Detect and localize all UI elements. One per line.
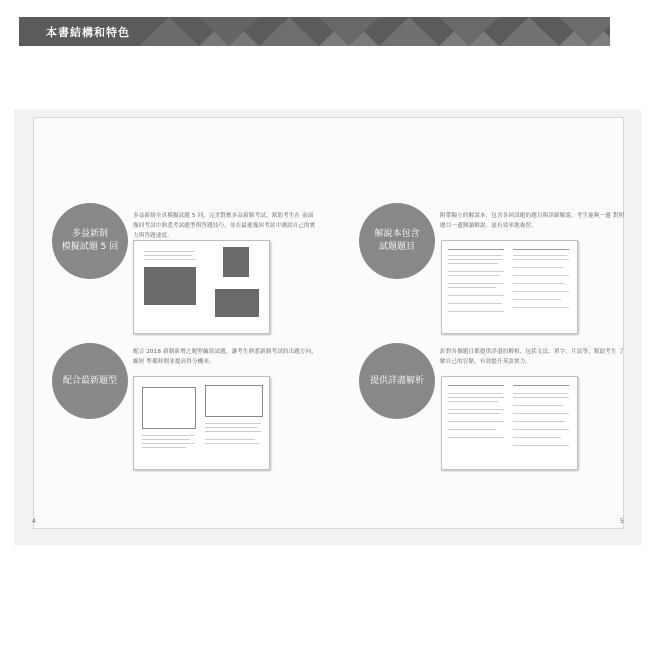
feature-circle-mock-tests	[52, 203, 128, 279]
sample-photo	[215, 289, 259, 317]
feature-circle-line: 提供詳盡解析	[369, 375, 424, 386]
page-number-right: 5	[620, 518, 624, 525]
feature-circle-explanation-book	[359, 203, 435, 279]
sample-page-thumbnail	[133, 240, 270, 334]
feature-description: 配合 2018 新制新增之題型編寫試題，讓考生熟悉新制考試的出題方向，縮短 準備時間並提高得分機率。	[133, 349, 317, 365]
feature-circle-line: 模擬試題 5 回	[61, 242, 119, 252]
sample-page-thumbnail	[441, 376, 578, 470]
sample-photo	[223, 247, 249, 277]
feature-circle-detailed-analysis	[359, 343, 435, 419]
sample-photo	[144, 267, 196, 305]
feature-description: 針對各個題目都提供詳盡的解析，包括文法、單字、片語等，幫助考生 了解自己的盲點，有效提升英語實力。	[440, 349, 625, 365]
feature-circle-new-question-types	[52, 343, 128, 419]
feature-circle-line: 解說本包含	[374, 229, 420, 239]
section-banner	[19, 17, 610, 46]
sample-page-thumbnail	[441, 240, 578, 334]
feature-description: 多益新制全真模擬試題 5 回，完美對應多益新制考試，幫助考生在 前面幾回考試中熟悉考試題型與答題技巧，並在最後幾回考試中測試自己的實力與答題速度。	[133, 213, 316, 239]
sample-form-box	[205, 385, 263, 417]
feature-circle-line: 多益新制	[71, 229, 108, 239]
banner-title: 本書結構和特色	[46, 26, 130, 39]
feature-circle-line: 試題題目	[378, 242, 415, 252]
page-number-left: 4	[32, 518, 36, 525]
sample-page-thumbnail	[133, 376, 270, 470]
feature-circle-line: 配合最新題型	[62, 375, 117, 386]
sample-form-box	[142, 387, 196, 429]
feature-description: 附帶獨立的解說本，包含各回試題的題目與詳細解說，考生能夠一邊 對照題目一邊閱讀解說，更有效率地複習。	[440, 213, 625, 229]
